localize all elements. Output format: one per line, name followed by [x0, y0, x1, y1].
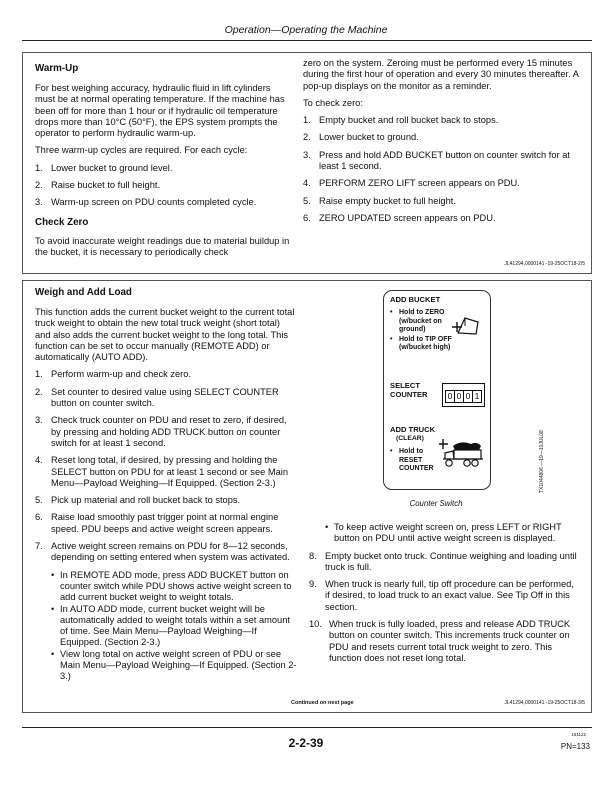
bullet-item: • View long total on active weight screen of PDU or see Main Menu—Payload Weighing—If Equipped. (Section 2-3.) — [51, 648, 297, 682]
weigh-left-column — [35, 287, 297, 683]
list-item: 8. Empty bucket onto truck. Continue weighing and loading until truck is full. — [309, 550, 577, 572]
list-item: 2. Raise bucket to full height. — [35, 180, 161, 191]
footer-code: 161122 — [571, 732, 586, 737]
weigh-bullets — [51, 570, 297, 683]
weigh-heading: Weigh and Add Load — [35, 287, 132, 298]
warmup-cycles-text: Three warm-up cycles are required. For each cycle: — [35, 145, 248, 156]
check-zero-para: To avoid inaccurate weight readings due to material buildup in the bucket, it is necessary to periodically check — [35, 235, 290, 257]
figure-id: TX1044806 —19—10JUL08 — [539, 430, 545, 493]
page-number: 2-2-39 — [288, 736, 324, 750]
warmup-left-column — [35, 63, 291, 258]
counter-digit: 0 — [445, 390, 455, 403]
footer-pn: PN=133 — [560, 742, 590, 751]
select-counter-label: SELECT COUNTER — [390, 381, 428, 399]
hold-zero-text: • Hold to ZERO (w/bucket on ground) • Hold to TIP OFF (w/bucket high) — [390, 309, 452, 351]
bucket-icon — [452, 316, 480, 338]
hold-reset-text: • Hold to RESET COUNTER — [390, 448, 434, 472]
check-zero-heading: Check Zero — [35, 216, 89, 228]
continued-note: Continued on next page — [291, 700, 354, 706]
list-item: 1. Lower bucket to ground level. — [35, 162, 173, 173]
list-item: 4. Reset long total, if desired, by pressing and holding the SELECT button on PDU for at least 1 second or see Main Menu—Payload Weighing—If Equipped. (Section 2-3.) — [35, 455, 289, 488]
weigh-intro: This function adds the current bucket weight to the current total truck weight to obtain the new total truck weight (short total) and also adds the current bucket weight to the long total. This function can be set to occur manually (REMOTE ADD) or automatically (AUTO ADD). — [35, 307, 295, 363]
list-item: 4. PERFORM ZERO LIFT screen appears on PDU. — [303, 178, 520, 189]
list-item: 1. Empty bucket and roll bucket back to stops. — [303, 115, 499, 126]
list-item: 9. When truck is nearly full, tip off procedure can be performed, if desired, to load truck to an exact value. See Tip Off in this section. — [309, 579, 574, 612]
add-truck-label: ADD TRUCK (CLEAR) — [390, 425, 436, 442]
warmup-reference: JL41294,0000141 -19-25OCT18-2/5 — [504, 261, 585, 267]
warmup-para: For best weighing accuracy, hydraulic fluid in lift cylinders must be at normal operating temperature. If the machine has been off for more than 1 hour or if hydraulic oil temperature drops more than 10°C (50°F), the EPS system prompts the operator to perform hydraulic warm-up. — [35, 83, 285, 139]
counter-digit: 0 — [454, 390, 464, 403]
to-check-zero-text: To check zero: — [303, 97, 363, 108]
footer-rule — [22, 727, 592, 728]
list-item: 2. Lower bucket to ground. — [303, 132, 419, 143]
truck-icon — [439, 436, 485, 470]
zero-info-para: zero on the system. Zeroing must be performed every 15 minutes during the first hour of operation and every 30 minutes thereafter. A pop-up displays on the monitor as a reminder. — [303, 58, 579, 91]
weigh-reference: JL41294,0000141 -19-25OCT18-3/5 — [504, 700, 585, 706]
counter-display — [442, 383, 485, 407]
figure-caption: Counter Switch — [409, 499, 463, 508]
list-item: 10. When truck is fully loaded, press and release ADD TRUCK button on counter switch. This increments truck counter on PDU and resets current total truck weight to zero. This function does not reset long total. — [309, 619, 571, 663]
page-header-title: Operation—Operating the Machine — [224, 24, 388, 36]
list-item: 2. Set counter to desired value using SELECT COUNTER button on counter switch. — [35, 386, 279, 409]
list-item: 3. Press and hold ADD BUCKET button on counter switch for at least 1 second. — [303, 149, 570, 172]
weigh-right-column — [309, 522, 581, 664]
list-item: 1. Perform warm-up and check zero. — [35, 369, 192, 380]
list-item: 6. Raise load smoothly past trigger point at normal engine speed. PDU beeps and active weight screen appears. — [35, 512, 279, 534]
list-item: 5. Pick up material and roll bucket back to stops. — [35, 495, 241, 506]
counter-digit: 1 — [472, 390, 482, 403]
list-item: 6. ZERO UPDATED screen appears on PDU. — [303, 212, 496, 223]
warmup-section — [22, 52, 592, 274]
add-bucket-label: ADD BUCKET — [390, 295, 441, 304]
header-rule — [22, 40, 592, 41]
warmup-right-column — [303, 58, 579, 224]
weigh-section — [22, 280, 592, 713]
list-item: 7. Active weight screen remains on PDU for 8—12 seconds, depending on setting entered when system was activated. — [35, 541, 290, 563]
warmup-heading: Warm-Up — [35, 63, 79, 74]
bullet-item: • In REMOTE ADD mode, press ADD BUCKET button on counter switch while PDU shows active weight screen to add current bucket weight to weight totals. — [51, 569, 292, 603]
bullet-item: • In AUTO ADD mode, current bucket weight will be automatically added to weight totals within a set amount of time. See Main Menu—Payload Weighing—If Equipped. (Section 2-3.) — [51, 603, 290, 648]
list-item: 3. Check truck counter on PDU and reset to zero, if desired, by pressing and holding ADD TRUCK button on counter switch for at least 1 second. — [35, 415, 287, 448]
list-item: 3. Warm-up screen on PDU counts completed cycle. — [35, 197, 257, 208]
bullet-item: • To keep active weight screen on, press LEFT or RIGHT button on PDU until active weight screen is displayed. — [325, 522, 562, 544]
list-item: 5. Raise empty bucket to full height. — [303, 195, 456, 206]
counter-switch-figure — [383, 290, 491, 490]
counter-digit: 0 — [463, 390, 473, 403]
